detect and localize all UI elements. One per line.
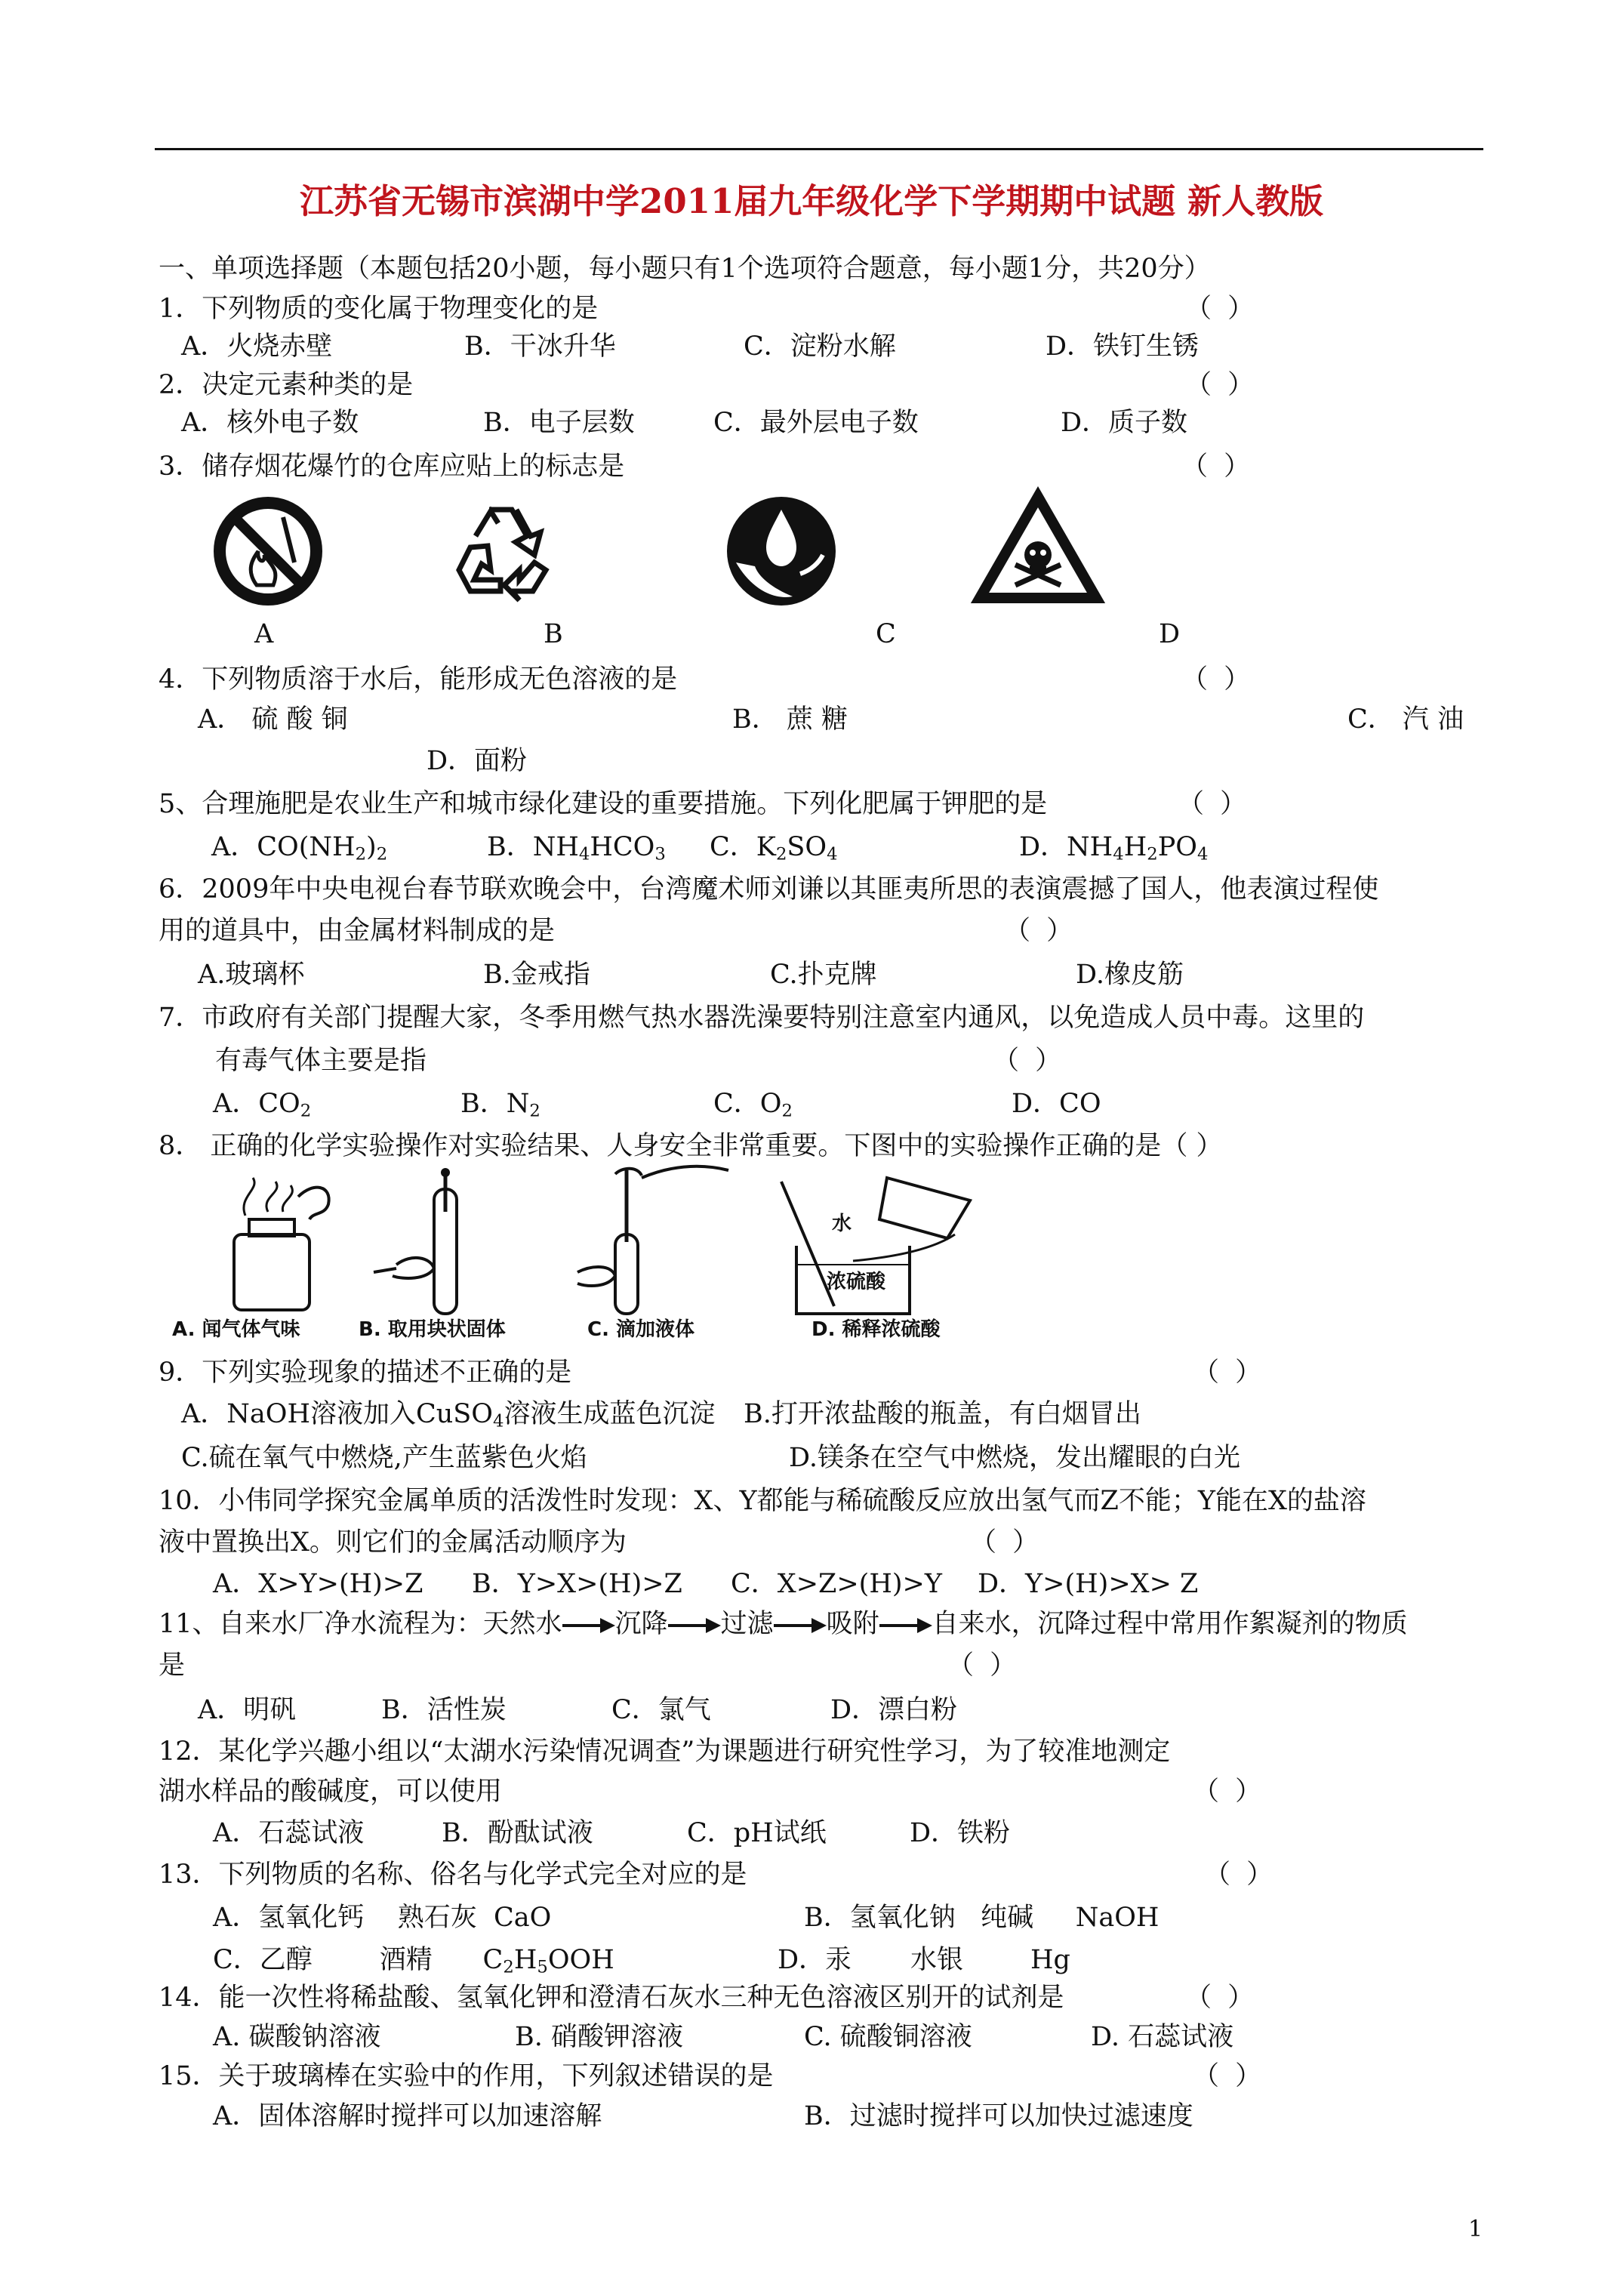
section-heading: 一、单项选择题（本题包括20小题，每小题只有1个选项符合题意，每小题1分，共20分） [159, 254, 1211, 284]
q15-option-b: B．过滤时搅拌可以加快过滤速度 [804, 2101, 1193, 2131]
q5-option-d: D．$NH_4H_2PO_4$ [1019, 832, 1209, 864]
q1-option-c: C．淀粉水解 [744, 331, 896, 362]
q7-option-a: A．$CO_2$ [213, 1089, 312, 1121]
q11-answer-paren: （ ） [947, 1650, 1017, 1681]
q2-option-b: B．电子层数 [483, 408, 635, 438]
q12-option-a: A．石蕊试液 [213, 1818, 365, 1848]
label-water: 水 [832, 1213, 852, 1235]
q14-option-c: C. 硫酸铜溶液 [804, 2022, 972, 2052]
q2-option-a: A．核外电子数 [181, 408, 359, 438]
q1-stem: 1．下列物质的变化属于物理变化的是 [159, 294, 599, 324]
q1-option-b: B．干冰升华 [464, 331, 616, 362]
q13-option-d: D．汞 水银 Hg [778, 1945, 1070, 1975]
q2-option-d: D．质子数 [1061, 408, 1188, 438]
q9-stem: 9．下列实验现象的描述不正确的是 [159, 1358, 572, 1388]
q14-answer-paren: （ ） [1185, 1983, 1255, 2013]
q15-option-a: A．固体溶解时搅拌可以加速溶解 [213, 2101, 602, 2131]
q12-stem-line2: 湖水样品的酸碱度，可以使用 [159, 1777, 503, 1807]
q8-caption-a: A. 闻气体气味 [172, 1318, 300, 1341]
q12-option-d: D．铁粉 [910, 1818, 1011, 1848]
q10-stem-line1: 10．小伟同学探究金属单质的活泼性时发现：X、Y都能与稀硫酸反应放出氢气而Z不能；Y能在X的盐溶 [159, 1486, 1366, 1516]
q10-answer-paren: （ ） [970, 1527, 1039, 1558]
q3-label-c: C [876, 619, 896, 649]
q11-stem-line1: 11、自来水厂净水流程为：天然水 沉降 过滤 吸附 自来水，沉降过程中常用作絮凝剂的物质 [159, 1609, 1408, 1639]
q3-stem: 3．储存烟花爆竹的仓库应贴上的标志是 [159, 451, 625, 482]
q14-option-b: B. 硝酸钾溶液 [515, 2022, 683, 2052]
arrow-icon [668, 1616, 721, 1635]
q7-option-c: C．$O_2$ [713, 1089, 793, 1121]
smell-gas-illustration [234, 1178, 329, 1310]
q7-stem-line2: 有毒气体主要是指 [215, 1046, 427, 1076]
q11-option-d: D．漂白粉 [830, 1695, 958, 1725]
q9-option-d: D.镁条在空气中燃烧，发出耀眼的白光 [789, 1443, 1240, 1473]
q2-answer-paren: （ ） [1185, 370, 1255, 400]
q15-stem: 15．关于玻璃棒在实验中的作用，下列叙述错误的是 [159, 2061, 774, 2091]
q14-stem: 14．能一次性将稀盐酸、氢氧化钾和澄清石灰水三种无色溶液区别开的试剂是 [159, 1983, 1064, 2013]
q6-option-b: B.金戒指 [483, 960, 590, 990]
label-conc-acid: 浓硫酸 [827, 1271, 886, 1293]
q7-option-b: B．$N_2$ [460, 1089, 540, 1121]
page-number: 1 [1468, 2216, 1483, 2242]
q12-stem-line1: 12．某化学兴趣小组以“太湖水污染情况调查”为课题进行研究性学习，为了较准地测定 [159, 1737, 1171, 1767]
no-fire-sign-icon [211, 495, 325, 608]
q1-option-a: A．火烧赤壁 [181, 331, 333, 362]
q14-option-a: A. 碳酸钠溶液 [213, 2022, 381, 2052]
q5-stem: 5、合理施肥是农业生产和城市绿化建设的重要措施。下列化肥属于钾肥的是 [159, 789, 1048, 819]
q4-answer-paren: （ ） [1181, 664, 1251, 695]
q9-option-a: A．NaOH溶液加入CuSO$_4$溶液生成蓝色沉淀 [181, 1399, 716, 1432]
q6-stem-line2: 用的道具中，由金属材料制成的是 [159, 916, 556, 946]
q4-option-b: B． 蔗 糖 [732, 704, 848, 735]
q10-option-a: A．X>Y>(H)>Z [213, 1569, 423, 1599]
q5-option-c: C．$K_2SO_4$ [710, 832, 838, 864]
corrosive-sign-icon [721, 491, 842, 612]
q13-option-b: B．氢氧化钠 纯碱 NaOH [804, 1903, 1160, 1933]
q11-option-c: C．氯气 [611, 1695, 711, 1725]
add-solid-illustration [374, 1168, 457, 1314]
q9-option-c: C.硫在氧气中燃烧,产生蓝紫色火焰 [181, 1443, 587, 1473]
q10-option-d: D．Y>(H)>X> Z [978, 1569, 1199, 1599]
q8-caption-c: C. 滴加液体 [587, 1318, 695, 1341]
q7-answer-paren: （ ） [993, 1046, 1062, 1076]
page-title: 江苏省无锡市滨湖中学2011届九年级化学下学期期中试题 新人教版 [300, 181, 1323, 221]
q4-option-d: D．面粉 [427, 746, 528, 776]
q7-stem-line1: 7．市政府有关部门提醒大家，冬季用燃气热水器洗澡要特别注意室内通风，以免造成人员中毒。这里的 [159, 1003, 1365, 1033]
q3-answer-paren: （ ） [1181, 451, 1251, 482]
q15-answer-paren: （ ） [1193, 2061, 1262, 2091]
arrow-icon [562, 1616, 615, 1635]
q6-answer-paren: （ ） [1004, 916, 1073, 946]
arrow-icon [879, 1616, 932, 1635]
q2-option-c: C．最外层电子数 [713, 408, 919, 438]
q1-answer-paren: （ ） [1185, 294, 1255, 324]
q4-option-a: A． 硫 酸 铜 [198, 704, 348, 735]
q12-option-b: B．酚酞试液 [442, 1818, 593, 1848]
q1-option-d: D．铁钉生锈 [1046, 331, 1200, 362]
q3-label-b: B [544, 619, 563, 649]
q13-answer-paren: （ ） [1204, 1860, 1273, 1890]
q12-option-c: C．pH试纸 [687, 1818, 827, 1848]
q3-label-d: D [1159, 619, 1181, 649]
q12-answer-paren: （ ） [1193, 1777, 1262, 1807]
q9-answer-paren: （ ） [1193, 1358, 1262, 1388]
q13-stem: 13．下列物质的名称、俗名与化学式完全对应的是 [159, 1860, 747, 1890]
q5-answer-paren: （ ） [1178, 789, 1247, 819]
q10-stem-line2: 液中置换出X。则它们的金属活动顺序为 [159, 1527, 627, 1558]
q6-option-c: C.扑克牌 [770, 960, 877, 990]
q6-option-d: D.橡皮筋 [1076, 960, 1184, 990]
q6-stem-line1: 6．2009年中央电视台春节联欢晚会中，台湾魔术师刘谦以其匪夷所思的表演震撼了国人，他表演过程使 [159, 874, 1379, 905]
arrow-icon [774, 1616, 827, 1635]
q3-label-a: A [254, 619, 274, 649]
q11-option-b: B．活性炭 [381, 1695, 507, 1725]
toxic-sign-icon [974, 491, 1102, 604]
q10-option-b: B．Y>X>(H)>Z [472, 1569, 682, 1599]
drop-liquid-illustration [577, 1166, 728, 1314]
q8-caption-d: D. 稀释浓硫酸 [812, 1318, 941, 1341]
q2-stem: 2．决定元素种类的是 [159, 370, 414, 400]
q13-option-a: A．氢氧化钙 熟石灰 CaO [213, 1903, 552, 1933]
q11-option-a: A．明矾 [198, 1695, 297, 1725]
recycle-sign-icon [444, 495, 557, 608]
q4-stem: 4．下列物质溶于水后，能形成无色溶液的是 [159, 664, 678, 695]
q6-option-a: A.玻璃杯 [198, 960, 305, 990]
q5-option-a: A．$CO(NH_2)_2$ [211, 832, 388, 864]
q5-option-b: B．$NH_4HCO_3$ [487, 832, 666, 864]
lab-operations-figure [170, 1166, 1023, 1318]
q10-option-c: C．X>Z>(H)>Y [731, 1569, 942, 1599]
q13-option-c: C．乙醇 酒精 $C_2H_5OOH$ [213, 1945, 614, 1977]
header-rule [155, 148, 1483, 150]
q7-option-d: D．CO [1012, 1089, 1101, 1119]
q8-caption-b: B. 取用块状固体 [359, 1318, 506, 1341]
q11-stem-line2: 是 [159, 1650, 186, 1681]
q4-option-c: C． 汽 油 [1347, 704, 1464, 735]
q9-option-b: B.打开浓盐酸的瓶盖，有白烟冒出 [744, 1399, 1141, 1429]
q14-option-d: D. 石蕊试液 [1091, 2022, 1234, 2052]
q8-stem: 8． 正确的化学实验操作对实验结果、人身安全非常重要。下图中的实验操作正确的是（ ） [159, 1131, 1223, 1161]
